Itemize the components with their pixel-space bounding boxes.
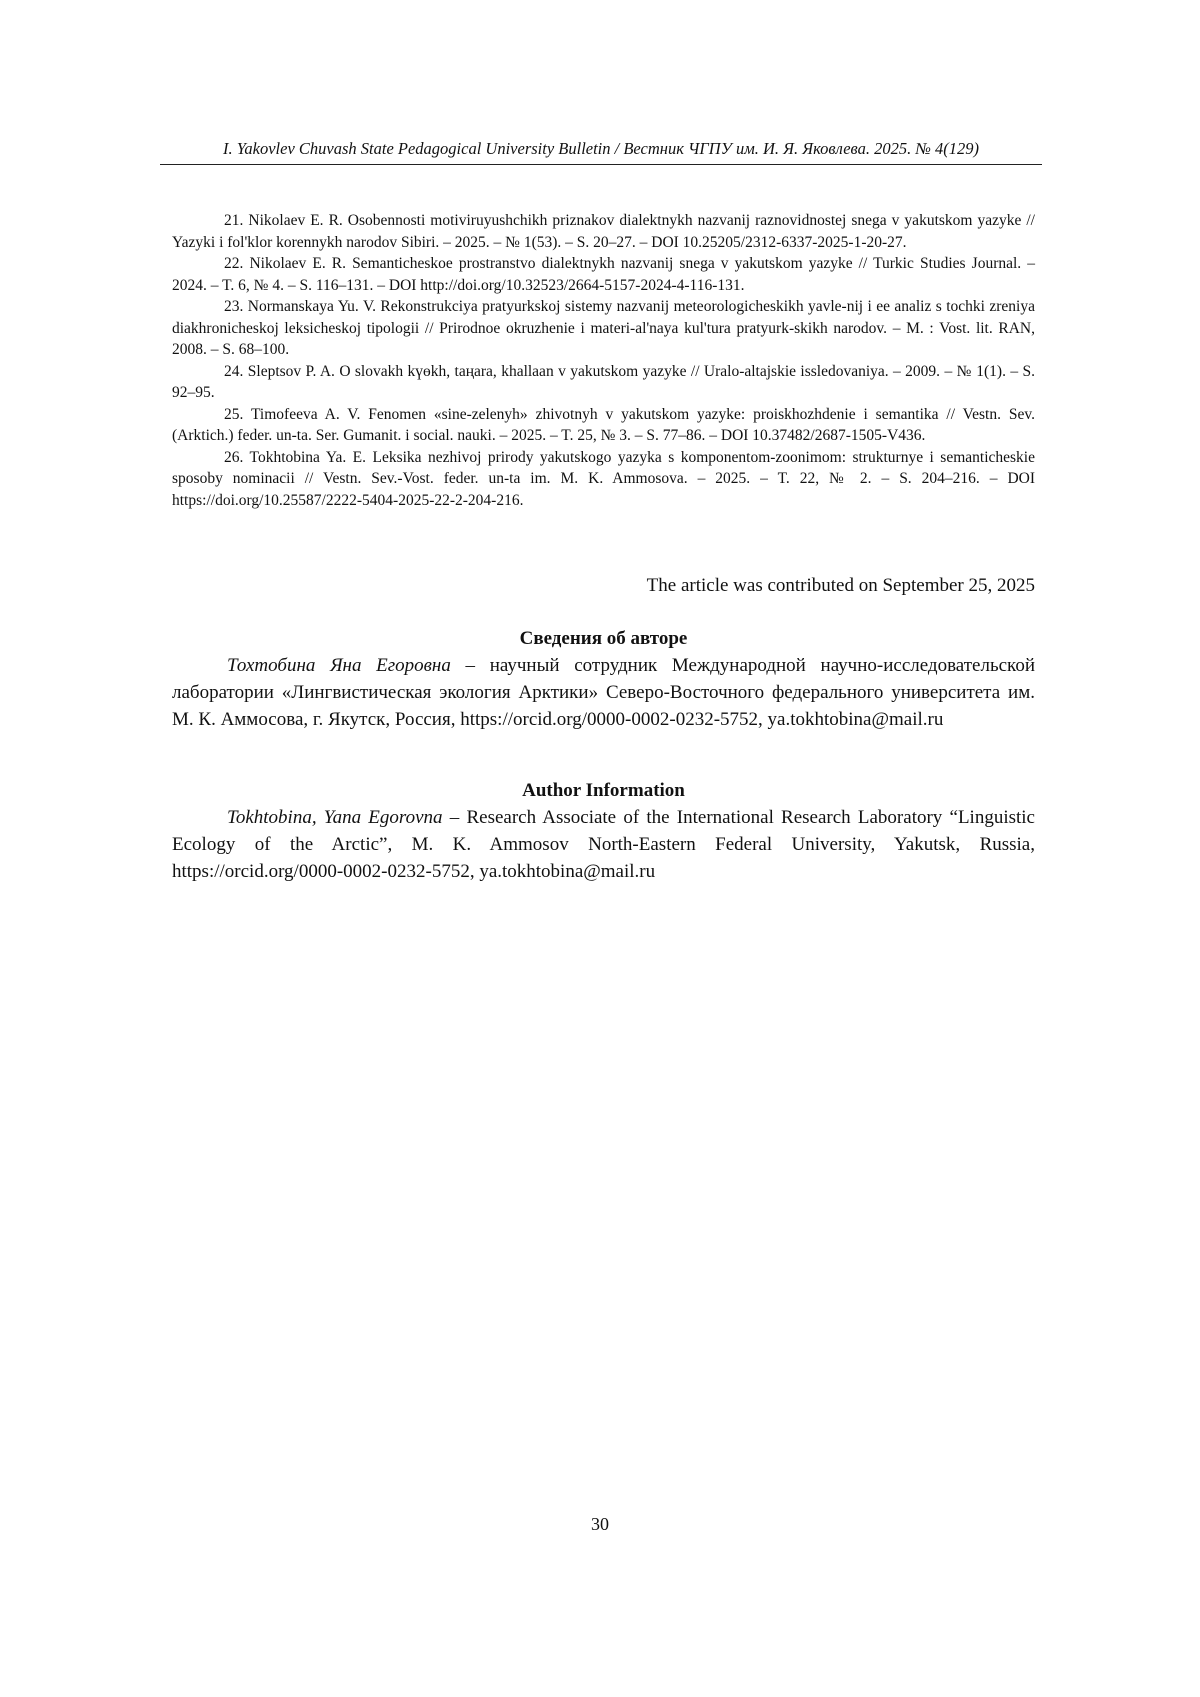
page-number: 30 xyxy=(591,1514,609,1534)
author-details xyxy=(172,804,1035,885)
section-title: Сведения об авторе xyxy=(519,628,688,649)
author-name: Tokhtobina, Yana Egorovna xyxy=(227,807,443,828)
contributed-date: The article was contributed on September 25, 2025 xyxy=(646,575,1035,596)
running-header: I. Yakovlev Chuvash State Pedagogical University Bulletin / Вестник ЧГПУ им. И. Я. Яковлева. 2025. № 4(129) xyxy=(223,139,979,158)
reference-item: 24. Sleptsov P. A. O slovakh kүөkh, taңara, khallaan v yakutskom yazyke // Uralo-altajskie issledovaniya. – 2009. – № 1(1). – S. 92–95. xyxy=(172,362,1035,401)
author-info-ru xyxy=(172,625,1035,733)
reference-item: 22. Nikolaev E. R. Semanticheskoe prostranstvo dialektnykh nazvanij snega v yakutskom yazyke // Turkic Studies Journal. – 2024. – T. 6, № 4. – S. 116–131. – DOI http://doi.org/10.32523/2664-5157-2024-4-116-131. xyxy=(172,255,1035,294)
header-rule xyxy=(160,164,1042,165)
author-affiliation: – научный сотрудник Международной научно-исследовательской лаборатории «Лингвистическая экология Арктики» Северо-Восточного федерального университета им. М. К. Аммосова, г. Якутск, Россия, https://orcid.org/0000-0002-0232-5752, ya.tokhtobina@mail.ru xyxy=(172,655,1035,730)
section-title: Author Information xyxy=(522,780,685,801)
reference-item: 26. Tokhtobina Ya. E. Leksika nezhivoj prirody yakutskogo yazyka s komponentom-zoonimom: strukturnye i semanticheskie sposoby nominacii // Vestn. Sev.-Vost. feder. un-ta im. M. K. Ammosova. – 2025. – T. 22, № 2. – S. 204–216. – DOI https://doi.org/10.25587/2222-5404-2025-22-2-204-216. xyxy=(172,448,1035,509)
reference-item: 23. Normanskaya Yu. V. Rekonstrukciya pratyurkskoj sistemy nazvanij meteorologicheskikh yavle-nij i ee analiz s tochki zreniya diakhronicheskoj leksicheskoj tipologii // Prirodnoe okruzhenie i materi-al'naya kul'tura pratyurk-skikh narodov. – M. : Vost. lit. RAN, 2008. – S. 68–100. xyxy=(172,298,1035,358)
author-info-en xyxy=(172,777,1035,885)
reference-list xyxy=(172,210,1035,511)
author-affiliation: – Research Associate of the International Research Laboratory “Linguistic Ecology of the Arctic”, M. K. Ammosov North-Eastern Federal University, Yakutsk, Russia, https://orcid.org/0000-0002-0232-5752, ya.tokhtobina@mail.ru xyxy=(172,807,1035,882)
reference-item: 25. Timofeeva A. V. Fenomen «sine-zelenyh» zhivotnyh v yakutskom yazyke: proiskhozhdenie i semantika // Vestn. Sev. (Arktich.) feder. un-ta. Ser. Gumanit. i social. nauki. – 2025. – T. 25, № 3. – S. 77–86. – DOI 10.37482/2687-1505-V436. xyxy=(172,405,1035,444)
author-name: Тохтобина Яна Егоровна xyxy=(227,655,451,676)
author-details xyxy=(172,652,1035,733)
reference-item: 21. Nikolaev E. R. Osobennosti motiviruyushchikh priznakov dialektnykh nazvanij raznovidnostej snega v yakutskom yazyke // Yazyki i fol'klor korennykh narodov Sibiri. – 2025. – № 1(53). – S. 20–27. – DOI 10.25205/2312-6337-2025-1-20-27. xyxy=(172,212,1035,251)
